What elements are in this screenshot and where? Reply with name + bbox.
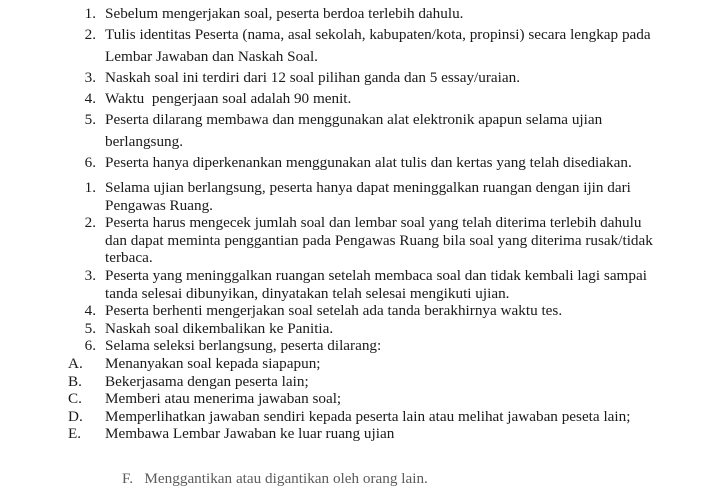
- list-marker: 2.: [84, 26, 96, 44]
- list-item: [0, 267, 707, 302]
- instructions-list-secondary: [0, 179, 707, 443]
- list-item-text: Waktu pengerjaan soal adalah 90 menit.: [105, 90, 352, 108]
- sublist-marker: E.: [68, 425, 82, 443]
- list-marker: 6.: [84, 154, 96, 172]
- list-item-text: Peserta berhenti mengerjakan soal setelah ada tanda berakhirnya waktu tes.: [105, 302, 563, 320]
- list-item: [0, 214, 707, 267]
- list-item: [0, 302, 707, 320]
- sublist-item-text: Memberi atau menerima jawaban soal;: [105, 390, 342, 408]
- sublist-marker: B.: [68, 372, 82, 390]
- sublist-marker: D.: [68, 407, 83, 425]
- list-item: [0, 109, 707, 152]
- list-marker: 3.: [84, 266, 96, 284]
- clipped-bottom-line: [0, 470, 707, 487]
- list-item: [0, 179, 707, 214]
- list-marker: 6.: [84, 337, 96, 355]
- sublist-item: [0, 408, 707, 426]
- list-marker: 5.: [84, 111, 96, 129]
- list-marker: 1.: [84, 179, 96, 196]
- sublist-marker: C.: [68, 390, 82, 408]
- list-item-text: Peserta dilarang membawa dan menggunakan alat elektronik apapun selama ujian berlangsung.: [105, 111, 607, 150]
- sublist-item-text: Bekerjasama dengan peserta lain;: [105, 372, 309, 390]
- sublist-marker: A.: [68, 354, 83, 372]
- list-item: [0, 337, 707, 355]
- list-item: [0, 320, 707, 338]
- list-marker: 3.: [84, 68, 96, 86]
- list-item-text: Selama seleksi berlangsung, peserta dilarang:: [105, 337, 382, 355]
- list-item: [0, 152, 707, 173]
- list-item: [0, 24, 707, 67]
- list-item-text: Peserta harus mengecek jumlah soal dan lembar soal yang telah diterima terlebih dahulu dan dapat meminta penggantian pada Pengawas Ruang bila soal yang diterima rusak/tidak terbaca.: [105, 214, 657, 267]
- sublist-item-text: Menanyakan soal kepada siapapun;: [105, 354, 321, 372]
- list-item-text: Sebelum mengerjakan soal, peserta berdoa terlebih dahulu.: [105, 5, 464, 22]
- sublist-item: [0, 373, 707, 391]
- list-marker: 4.: [84, 302, 96, 320]
- list-item-text: Tulis identitas Peserta (nama, asal sekolah, kabupaten/kota, propinsi) secara lengkap pada Lembar Jawaban dan Naskah Soal.: [105, 26, 655, 65]
- sublist-item: [0, 425, 707, 443]
- sublist-item-text: Memperlihatkan jawaban sendiri kepada peserta lain atau melihat jawaban peseta lain;: [105, 407, 631, 425]
- sublist-item: [0, 355, 707, 373]
- list-item-text: Selama ujian berlangsung, peserta hanya dapat meninggalkan ruangan dengan ijin dari Pengawas Ruang.: [105, 179, 635, 214]
- list-item-text: Naskah soal dikembalikan ke Panitia.: [105, 319, 334, 337]
- list-marker: 4.: [84, 90, 96, 108]
- sublist-item: [0, 390, 707, 408]
- list-item: [0, 88, 707, 109]
- clipped-bottom-line-text: F. Menggantikan atau digantikan oleh orang lain.: [122, 470, 428, 487]
- list-marker: 2.: [84, 214, 96, 232]
- list-item-text: Peserta hanya diperkenankan menggunakan alat tulis dan kertas yang telah disediakan.: [105, 154, 632, 172]
- list-marker: 5.: [84, 319, 96, 337]
- prohibited-actions-sublist: [0, 355, 707, 443]
- sublist-item-text: Membawa Lembar Jawaban ke luar ruang ujian: [105, 425, 395, 443]
- list-marker: 1.: [84, 5, 96, 22]
- instructions-list-primary: [0, 3, 707, 173]
- list-item: [0, 67, 707, 88]
- list-item-text: Naskah soal ini terdiri dari 12 soal pilihan ganda dan 5 essay/uraian.: [105, 68, 521, 86]
- list-item-text: Peserta yang meninggalkan ruangan setelah membaca soal dan tidak kembali lagi sampai tanda selesai dibunyikan, dinyatakan telah selesai mengikuti ujian.: [105, 266, 651, 302]
- list-item: [0, 3, 707, 24]
